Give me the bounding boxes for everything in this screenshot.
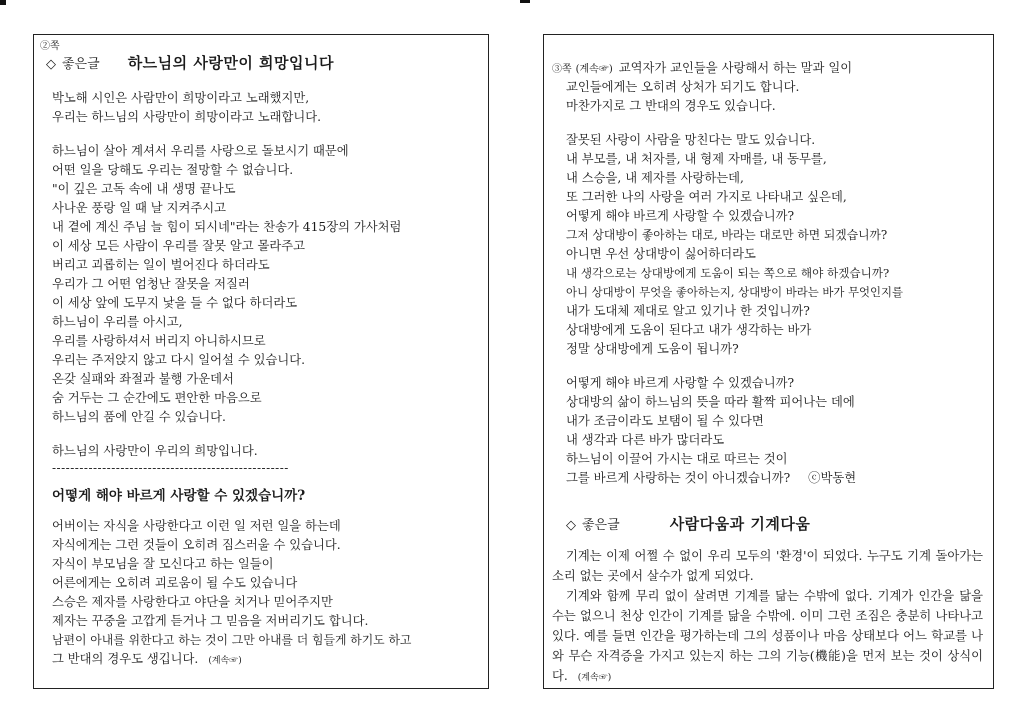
diamond-icon: ◇ (46, 57, 56, 72)
last-line-text: 그를 바르게 사랑하는 것이 아니겠습니까? (566, 471, 791, 485)
continued-mark: (계속☞) (575, 64, 613, 75)
first-line-text: 교역자가 교인들을 사랑해서 하는 말과 일이 (618, 61, 853, 75)
text-line: 우리를 사랑하셔서 버리지 아니하시므로 (52, 334, 266, 348)
paragraph-justified-1: 기계는 이제 어쩔 수 없이 우리 모두의 '환경'이 되었다. 누구도 기계 돌아가는 소리 없는 곳에서 살수가 없게 되었다. (552, 549, 983, 583)
article-title: 사람다움과 기계다움 (669, 515, 811, 533)
paragraph-text: 기계와 함께 무리 없이 살려면 기계를 닮는 수밖에 없다. 기계가 인간을 닮을 수는 없으니 천상 인간이 기계를 닮을 수밖에. 이미 그런 조짐은 충분히 나타나고 있다. 예를 들면 인간을 평가하는데 그의 성품이나 마음 상태보다 어느 학교를 나와 무슨 자격증을 가지고 있는지 하는 그의 기능(機能)을 먼저 보는 것이 상식이다. (552, 589, 983, 683)
paragraph-1 (552, 59, 983, 116)
text-line: 이 세상 앞에 도무지 낯을 들 수 없다 하더라도 (52, 296, 298, 310)
paragraph-3 (552, 374, 983, 488)
paragraph-2 (52, 142, 480, 427)
paragraph-1 (52, 89, 480, 127)
header-label: 좋은글 (582, 518, 620, 533)
text-line: 내 부모를, 내 처자를, 내 형제 자매를, 내 동무를, (566, 152, 827, 166)
continued-mark: (계속☞) (208, 656, 242, 666)
paragraph-4 (52, 517, 480, 671)
text-line: 내가 도대체 제대로 알고 있기나 한 것입니까? (566, 304, 810, 318)
text-line: 우리는 하느님의 사랑만이 희망이라고 노래합니다. (52, 110, 321, 124)
page-mark: ②쪽 (40, 41, 60, 52)
text-line (566, 469, 983, 488)
paragraph-3 (52, 442, 480, 461)
text-line: 숨 거두는 그 순간에도 편안한 마음으로 (52, 391, 262, 405)
page-mark: ③쪽 (552, 64, 572, 75)
left-page (33, 34, 489, 689)
text-line: 제자는 꾸중을 고깝게 듣거나 그 믿음을 저버리기도 합니다. (52, 614, 369, 628)
text-line: 정말 상대방에게 도움이 됩니까? (566, 342, 739, 356)
text-line: 잘못된 사랑이 사람을 망친다는 말도 있습니다. (566, 133, 816, 147)
text-line: 내가 조금이라도 보탬이 될 수 있다면 (566, 414, 764, 428)
text-line: 스승은 제자를 사랑한다고 야단을 치거나 믿어주지만 (52, 595, 333, 609)
text-line: 하느님의 품에 안길 수 있습니다. (52, 410, 226, 424)
text-line: 또 그러한 나의 사랑을 여러 가지로 나타내고 싶은데, (566, 190, 847, 204)
text-line: 자식에게는 그런 것들이 오히려 짐스러울 수 있습니다. (52, 538, 341, 552)
text-line: "이 깊은 고독 속에 내 생명 끝나도 (52, 182, 236, 196)
top-edge-mark-center (520, 0, 530, 3)
text-line: 어떤 일을 당해도 우리는 절망할 수 없습니다. (52, 163, 294, 177)
text-line: 어버이는 자식을 사랑한다고 이런 일 저런 일을 하는데 (52, 519, 341, 533)
text-line: 우리는 주저앉지 않고 다시 일어설 수 있습니다. (52, 353, 306, 367)
text-line: 내 스승을, 내 제자를 사랑하는데, (566, 171, 744, 185)
paragraph-justified-2 (552, 586, 983, 688)
text-line: 내 곁에 계신 주님 늘 힘이 되시네"라는 찬송가 415장의 가사처럼 (52, 220, 402, 234)
text-line: 우리가 그 어떤 엄청난 잘못을 저질러 (52, 277, 250, 291)
text-line: 교인들에게는 오히려 상처가 되기도 합니다. (566, 80, 800, 94)
article-title: 하느님의 사랑만이 희망입니다 (127, 54, 335, 72)
text-line: 박노해 시인은 사람만이 희망이라고 노래했지만, (52, 91, 310, 105)
text-line: 하느님이 우리를 아시고, (52, 315, 183, 329)
text-line (52, 650, 480, 671)
signature: ⓒ박동현 (808, 471, 857, 485)
text-line: 남편이 아내를 위한다고 하는 것이 그만 아내를 더 힘들게 하기도 하고 (52, 633, 412, 647)
text-line: 어떻게 해야 바르게 사랑할 수 있겠습니까? (566, 209, 795, 223)
text-line: 아니면 우선 상대방이 싫어하더라도 (566, 247, 756, 261)
text-line: 내 생각으로는 상대방에게 도움이 되는 쪽으로 해야 하겠습니까? (566, 266, 890, 280)
diamond-icon: ◇ (566, 518, 576, 533)
header-label: 좋은글 (62, 57, 100, 72)
text-line: 이 세상 모든 사람이 우리를 잘못 알고 몰라주고 (52, 239, 306, 253)
text-line: 온갖 실패와 좌절과 불행 가운데서 (52, 372, 234, 386)
section-subheading: 어떻게 해야 바르게 사랑할 수 있겠습니까? (52, 488, 306, 504)
text-line: 사나운 풍랑 일 때 날 지켜주시고 (52, 201, 226, 215)
text-line: 상대방에게 도움이 된다고 내가 생각하는 바가 (566, 323, 812, 337)
article-header (566, 514, 983, 536)
text-line: 하느님의 사랑만이 우리의 희망입니다. (52, 444, 258, 458)
right-page (543, 34, 994, 689)
text-line: 하느님이 살아 계셔서 우리를 사랑으로 돌보시기 때문에 (52, 144, 349, 158)
divider-line: ---------------------------------------------------- (52, 461, 289, 475)
text-line: 버리고 괴롭히는 일이 벌어진다 하더라도 (52, 258, 270, 272)
article-header (46, 53, 480, 75)
continued-mark: (계속☞) (577, 673, 612, 683)
text-line: 어른에게는 오히려 괴로움이 될 수도 있습니다 (52, 576, 298, 590)
text-line: 상대방의 삶이 하느님의 뜻을 따라 활짝 피어나는 데에 (566, 395, 855, 409)
top-edge-mark-left (0, 0, 6, 5)
text-line: 아니 상대방이 무엇을 좋아하는지, 상대방이 바라는 바가 무엇인지를 (566, 285, 904, 299)
last-line-text: 그 반대의 경우도 생깁니다. (52, 652, 199, 666)
text-line: 마찬가지로 그 반대의 경우도 있습니다. (566, 99, 776, 113)
paragraph-2 (552, 131, 983, 359)
text-line: 그저 상대방이 좋아하는 대로, 바라는 대로만 하면 되겠습니까? (566, 228, 888, 242)
text-line: 하느님이 이끌어 가시는 대로 따르는 것이 (566, 452, 788, 466)
text-line: 자식이 부모님을 잘 모신다고 하는 일들이 (52, 557, 274, 571)
text-line: 내 생각과 다른 바가 많더라도 (566, 433, 725, 447)
text-line: 어떻게 해야 바르게 사랑할 수 있겠습니까? (566, 376, 795, 390)
text-line (552, 59, 983, 78)
